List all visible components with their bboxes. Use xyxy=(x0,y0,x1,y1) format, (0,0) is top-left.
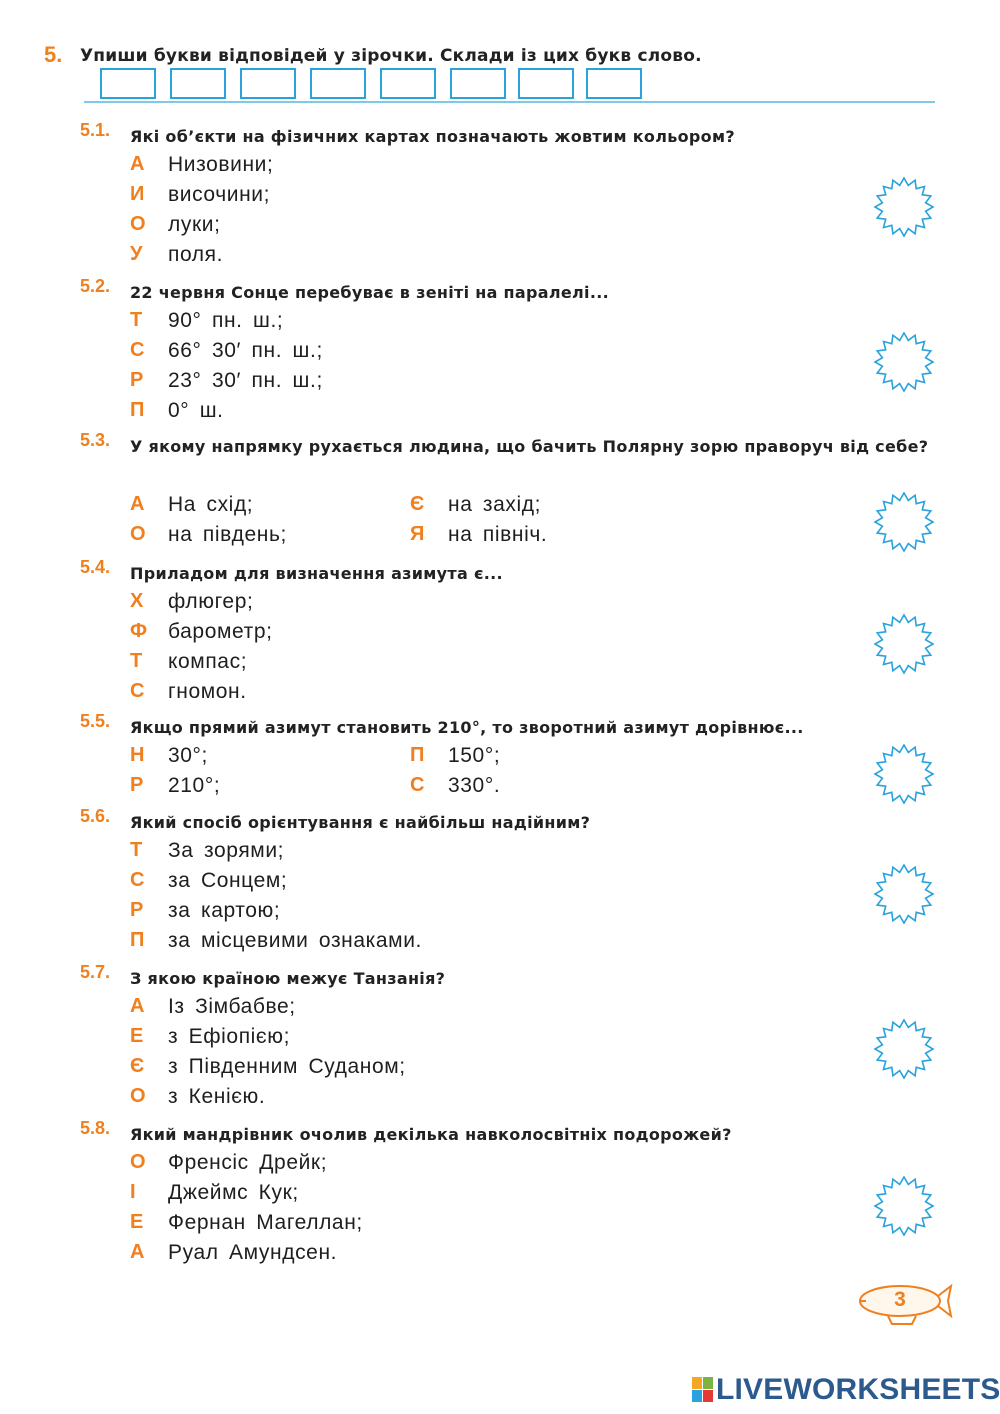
option-letter: І xyxy=(130,1181,136,1203)
option-text: з Кенією. xyxy=(168,1085,266,1108)
answer-box-1[interactable] xyxy=(100,68,156,99)
option-text: На схід; xyxy=(168,493,254,516)
question-text: Які об’єкти на фізичних картах позначають жовтим кольором? xyxy=(130,127,735,146)
answer-box-5[interactable] xyxy=(380,68,436,99)
option-letter: У xyxy=(130,243,143,265)
option-letter: Ф xyxy=(130,620,148,642)
option-letter: О xyxy=(130,523,146,545)
option-letter: Х xyxy=(130,590,144,612)
option-text: 90° пн. ш.; xyxy=(168,309,284,332)
question-number: 5.1. xyxy=(80,120,111,140)
option-letter: О xyxy=(130,1085,146,1107)
option-letter: А xyxy=(130,153,145,175)
option-text: 23° 30′ пн. ш.; xyxy=(168,369,323,392)
option-letter: О xyxy=(130,1151,146,1173)
option-text: височини; xyxy=(168,183,271,206)
option-text: 330°. xyxy=(448,774,501,797)
option-letter: О xyxy=(130,213,146,235)
option-letter: Н xyxy=(130,744,145,766)
star-answer-5-3[interactable] xyxy=(872,490,936,554)
star-icon xyxy=(872,175,936,239)
question-number: 5.3. xyxy=(80,430,111,450)
page-number: 3 xyxy=(894,1288,906,1311)
option-text: за картою; xyxy=(168,899,281,922)
star-answer-5-5[interactable] xyxy=(872,742,936,806)
option-letter: Т xyxy=(130,839,143,861)
option-letter: Р xyxy=(130,774,144,796)
option-letter: П xyxy=(130,399,145,421)
star-icon xyxy=(872,742,936,806)
star-answer-5-6[interactable] xyxy=(872,862,936,926)
question-number: 5.4. xyxy=(80,557,111,577)
option-letter: Е xyxy=(130,1211,144,1233)
option-text: 0° ш. xyxy=(168,399,224,422)
star-answer-5-7[interactable] xyxy=(872,1017,936,1081)
option-letter: Р xyxy=(130,899,144,921)
option-text: 66° 30′ пн. ш.; xyxy=(168,339,323,362)
option-letter: С xyxy=(130,680,145,702)
option-letter: Е xyxy=(130,1025,144,1047)
answer-box-4[interactable] xyxy=(310,68,366,99)
answer-box-3[interactable] xyxy=(240,68,296,99)
option-letter: П xyxy=(410,744,425,766)
option-text: Руал Амундсен. xyxy=(168,1241,338,1264)
answer-box-6[interactable] xyxy=(450,68,506,99)
brand-name: LIVEWORKSHEETS xyxy=(716,1373,1000,1406)
star-answer-5-8[interactable] xyxy=(872,1174,936,1238)
star-icon xyxy=(872,330,936,394)
option-letter: Є xyxy=(130,1055,145,1077)
answer-box-7[interactable] xyxy=(518,68,574,99)
star-icon xyxy=(872,1174,936,1238)
star-icon xyxy=(872,490,936,554)
star-icon xyxy=(872,862,936,926)
option-letter: Р xyxy=(130,369,144,391)
brand-logo[interactable] xyxy=(692,1372,1000,1408)
liveworksheets-logo-icon xyxy=(692,1377,714,1403)
star-icon xyxy=(872,1017,936,1081)
page-number-badge xyxy=(852,1274,956,1334)
question-number: 5.2. xyxy=(80,276,111,296)
option-text: Джеймс Кук; xyxy=(168,1181,299,1204)
option-text: Із Зімбабве; xyxy=(168,995,296,1018)
task-instruction: Упиши букви відповідей у зірочки. Склади із цих букв слово. xyxy=(80,46,702,66)
option-text: 210°; xyxy=(168,774,221,797)
option-text: гномон. xyxy=(168,680,247,703)
option-letter: И xyxy=(130,183,145,205)
question-text: Якщо прямий азимут становить 210°, то зворотний азимут дорівнює... xyxy=(130,718,804,737)
option-text: Низовини; xyxy=(168,153,274,176)
question-text: З якою країною межує Танзанія? xyxy=(130,969,446,988)
question-text: Який мандрівник очолив декілька навколосвітніх подорожей? xyxy=(130,1125,732,1144)
option-text: флюгер; xyxy=(168,590,254,613)
option-letter: Т xyxy=(130,650,143,672)
option-text: Фернан Магеллан; xyxy=(168,1211,363,1234)
option-letter: С xyxy=(130,339,145,361)
star-answer-5-1[interactable] xyxy=(872,175,936,239)
question-text: Приладом для визначення азимута є... xyxy=(130,564,503,583)
answer-box-2[interactable] xyxy=(170,68,226,99)
option-letter: Т xyxy=(130,309,143,331)
option-text: за Сонцем; xyxy=(168,869,288,892)
question-text: Який спосіб орієнтування є найбільш надійним? xyxy=(130,813,591,832)
question-number: 5.8. xyxy=(80,1118,111,1138)
question-text: У якому напрямку рухається людина, що бачить Полярну зорю праворуч від себе? xyxy=(130,437,929,456)
star-icon xyxy=(872,612,936,676)
option-letter: С xyxy=(410,774,425,796)
option-text: за місцевими ознаками. xyxy=(168,929,422,952)
header-divider xyxy=(84,101,935,103)
option-letter: А xyxy=(130,995,145,1017)
option-text: поля. xyxy=(168,243,224,266)
option-text: на південь; xyxy=(168,523,287,546)
option-letter: Я xyxy=(410,523,425,545)
option-letter: Є xyxy=(410,493,425,515)
option-text: компас; xyxy=(168,650,248,673)
star-answer-5-4[interactable] xyxy=(872,612,936,676)
question-number: 5.6. xyxy=(80,806,111,826)
option-text: на захід; xyxy=(448,493,542,516)
option-text: луки; xyxy=(168,213,221,236)
option-text: з Ефіопією; xyxy=(168,1025,291,1048)
option-letter: С xyxy=(130,869,145,891)
question-text: 22 червня Сонце перебуває в зеніті на паралелі... xyxy=(130,283,609,302)
option-text: За зорями; xyxy=(168,839,285,862)
question-number: 5.7. xyxy=(80,962,111,982)
answer-box-8[interactable] xyxy=(586,68,642,99)
task-number: 5. xyxy=(44,42,63,67)
option-text: Френсіс Дрейк; xyxy=(168,1151,328,1174)
option-text: барометр; xyxy=(168,620,273,643)
question-number: 5.5. xyxy=(80,711,111,731)
option-text: 150°; xyxy=(448,744,501,767)
star-answer-5-2[interactable] xyxy=(872,330,936,394)
option-letter: А xyxy=(130,1241,145,1263)
option-text: на північ. xyxy=(448,523,548,546)
option-letter: П xyxy=(130,929,145,951)
option-text: з Південним Суданом; xyxy=(168,1055,406,1078)
option-letter: А xyxy=(130,493,145,515)
option-text: 30°; xyxy=(168,744,208,767)
